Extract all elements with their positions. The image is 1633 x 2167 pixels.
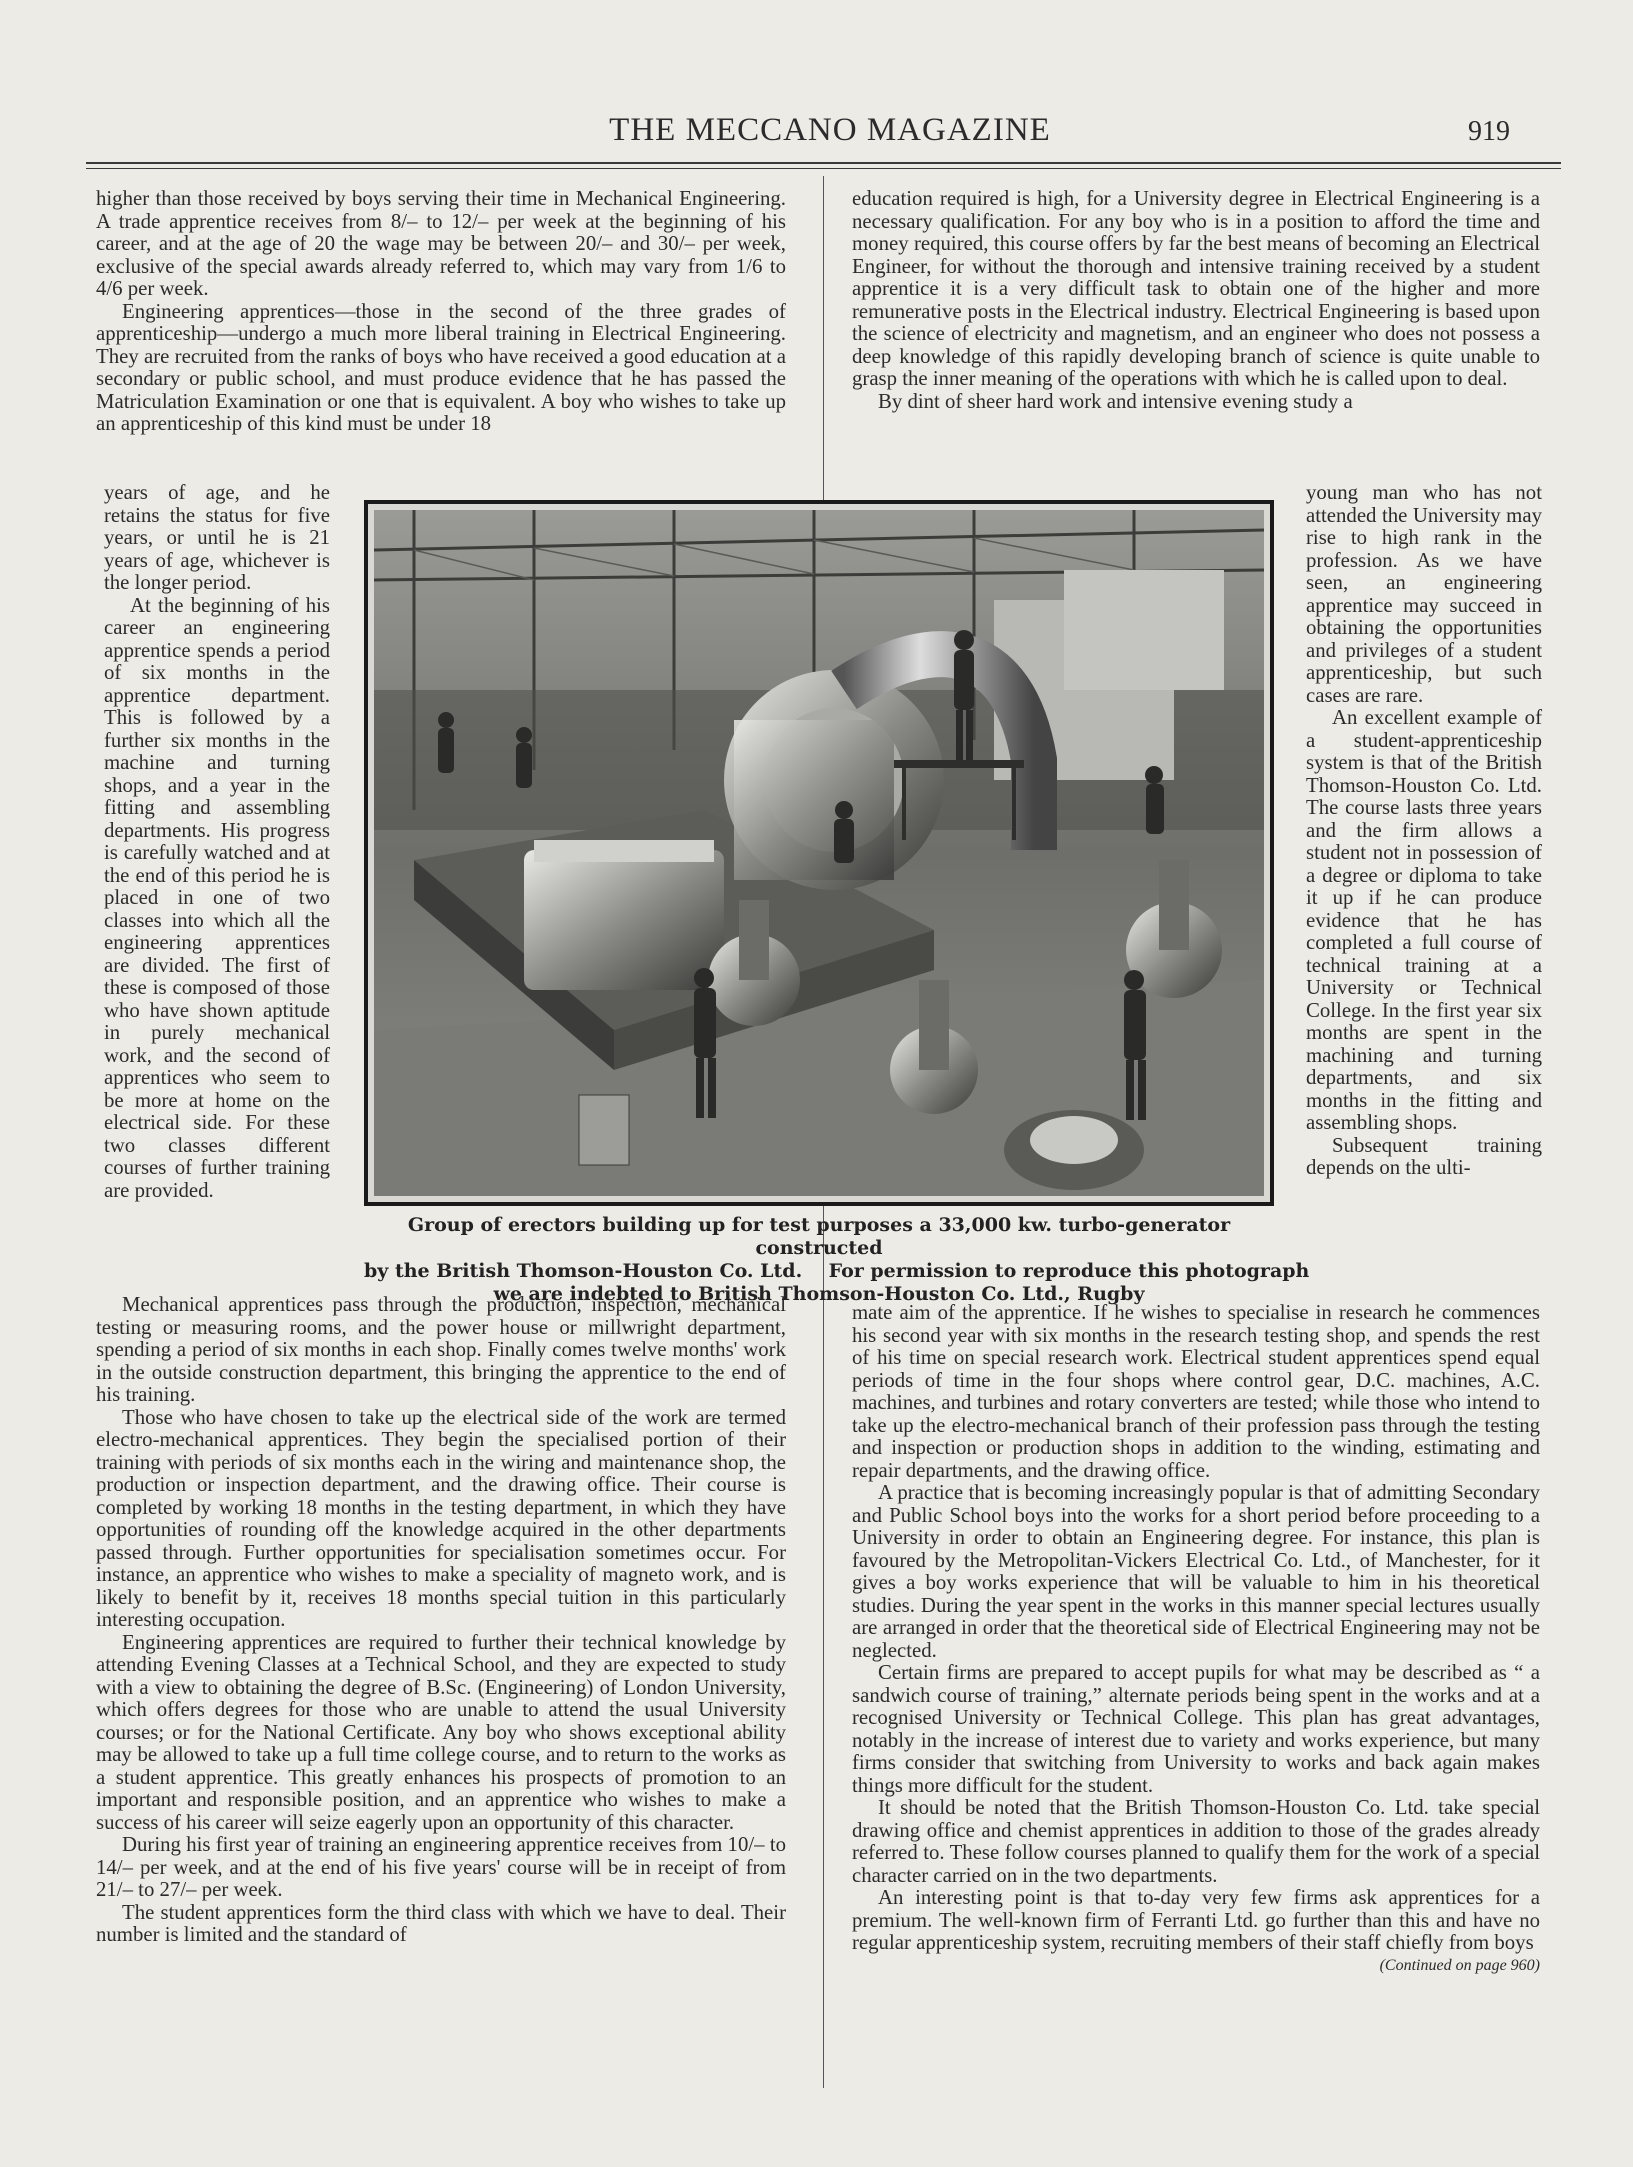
right-column-bottom [852,1302,1540,1977]
paragraph: During his first year of training an engineering apprentice receives from 10/– to 14/– per week, and at the end of his five years' course will be in receipt of from 21/– to 27/– per week. [96,1833,786,1901]
right-column-top [852,188,1540,413]
header-rule [86,162,1561,164]
turbo-generator-photo [364,500,1274,1206]
paragraph: The student apprentices form the third class with which we have to deal. Their number is limited and the standard of [96,1900,786,1946]
continued-note: (Continued on page 960) [1379,1956,1540,1974]
paragraph: mate aim of the apprentice. If he wishes to specialise in research he commences his second year with six months in the research testing shop, and spends the rest of his time on special research work. Electrical student apprentices spend equal periods of time in the four shops where control gear, D.C. machines, A.C. machines, and turbines and rotary converters are tested; while those who intend to take up the electro-mechanical branch of their profession pass through the testing and inspection or production shops in addition to the winding, estimating and repair departments, and the drawing office. [852,1301,1540,1482]
left-column-narrow [104,482,330,1202]
paragraph: Engineering apprentices are required to further their technical knowledge by attending Evening Classes at a Technical School, and they are expected to study with a view to obtaining the degree of B.Sc. (Engineering) of London University, which offers degrees for those who are unable to attend the usual University courses; or for the National Certificate. Any boy who shows exceptional ability may be allowed to take up a full time college course, and to return to the works as a student apprentice. This greatly enhances his prospects of promotion to an important and responsible position, and an apprentice who wishes to make a success of his career will seize eagerly upon an opportunity of this character. [96,1630,786,1834]
paragraph: years of age, and he retains the status for five years, or until he is 21 years of age, whichever is the longer period. [104,481,330,594]
paragraph: education required is high, for a University degree in Electrical Engineering is a necessary qualification. For any boy who is in a position to afford the time and money required, this course offers by far the best means of becoming an Electrical Engineer, for without the thorough and intensive training received by a student apprentice it is a very difficult task to obtain one of the higher and more remunerative posts in the Electrical industry. Electrical Engineering is based upon the science of electricity and magnetism, and an engineer who does not possess a deep knowledge of this rapidly developing branch of science is quite unable to grasp the inner meaning of the operations with which he is called upon to deal. [852,187,1540,390]
paragraph: An excellent example of a student-apprenticeship system is that of the British Thomson-Houston Co. Ltd. The course lasts three years and the firm allows a student not in possession of a degree or diploma to take it up if he can produce evidence that he has completed a full course of technical training at a University or Technical College. In the first year six months are spent in the machining and turning departments, and six months in the fitting and assembling shops. [1306,706,1542,1134]
continued-note-wrap [852,1953,1540,1978]
paragraph: An interesting point is that to-day very few firms ask apprentices for a premium. The well-known firm of Ferranti Ltd. go further than this and have no regular apprenticeship system, recruiting members of their staff chiefly from boys [852,1886,1540,1954]
paragraph: It should be noted that the British Thomson-Houston Co. Ltd. take special drawing office and chemist apprentices in addition to those of the grades already referred to. These follow courses planned to qualify them for the work of a special character carried on in the two departments. [852,1796,1540,1887]
paragraph: Mechanical apprentices pass through the production, inspection, mechanical testing or measuring rooms, and the power house or millwright department, spending a period of six months in each shop. Finally comes twelve months' work in the outside construction department, this bringing the apprentice to the end of his training. [96,1293,786,1406]
caption-line: we are indebted to British Thomson-Houston Co. Ltd., Rugby [493,1283,1145,1305]
paragraph: higher than those received by boys serving their time in Mechanical Engineering. A trade apprentice receives from 8/– to 12/– per week at the beginning of his career, and at the age of 20 the wage may be between 20/– and 30/– per week, exclusive of the special awards already referred to, which may vary from 1/6 to 4/6 per week. [96,187,786,300]
right-column-narrow [1306,482,1542,1180]
page-number: 919 [1468,116,1510,147]
paragraph: Certain firms are prepared to accept pupils for what may be described as “ a sandwich course of training,” alternate periods being spent in the works and at a recognised University or Technical College. This plan has great advantages, notably in the increase of interest due to variety and works experience, but many firms consider that switching from University to works and back again makes things more difficult for the student. [852,1661,1540,1797]
left-column-top [96,188,786,436]
caption-line: Group of erectors building up for test purposes a 33,000 kw. turbo-generator constructed [407,1214,1231,1259]
left-column-bottom [96,1294,786,1947]
paragraph: Subsequent training depends on the ulti- [1306,1133,1542,1179]
paragraph: A practice that is becoming increasingly popular is that of admitting Secondary and Public School boys into the works for a short period before proceeding to a University in order to obtain an Engineering degree. For instance, this plan is favoured by the Metropolitan-Vickers Electrical Co. Ltd., of Manchester, for it gives a boy works experience that will be valuable to him in his theoretical studies. During the year spent in the works in this manner special lectures usually are arranged in order that the theoretical side of Electrical Engineering may not be neglected. [852,1481,1540,1662]
header-rule-thin [86,168,1561,169]
paragraph: At the beginning of his career an engineering apprentice spends a period of six months in the apprentice department. This is followed by a further six months in the machine and turning shops, and a year in the fitting and assembling departments. His progress is carefully watched and at the end of this period he is placed in one of two classes into which all the engineering apprentices are divided. The first of these is composed of those who have shown aptitude in purely mechanical work, and the second of apprentices who seem to be more at home on the electrical side. For these two classes different courses of further training are provided. [104,593,330,1202]
paragraph: Engineering apprentices—those in the second of the three grades of apprenticeship—undergo a much more liberal training in Electrical Engineering. They are recruited from the ranks of boys who have received a good education at a secondary or public school, and must produce evidence that he has passed the Matriculation Examination or one that is equivalent. A boy who wishes to take up an apprenticeship of this kind must be under 18 [96,299,786,435]
photo-caption [364,1214,1310,1306]
magazine-title: THE MECCANO MAGAZINE [609,112,1051,148]
paragraph: By dint of sheer hard work and intensive evening study a [878,389,1353,413]
photo-illustration [374,510,1264,1196]
caption-line: by the British Thomson-Houston Co. Ltd. For permission to reproduce this photograph [364,1260,1310,1282]
paragraph: young man who has not attended the University may rise to high rank in the profession. As we have seen, an engineering apprentice may succeed in obtaining the opportunities and privileges of a student apprenticeship, but such cases are rare. [1306,481,1542,707]
paragraph: Those who have chosen to take up the electrical side of the work are termed electro-mechanical apprentices. They begin the specialised portion of their training with periods of six months each in the wiring and maintenance shop, the production or inspection department, and the drawing office. Their course is completed by working 18 months in the testing department, in which they have opportunities of rounding off the knowledge acquired in the other departments passed through. Further opportunities for specialisation sometimes occur. For instance, an apprentice who wishes to make a speciality of magneto work, and is likely to benefit by it, receives 18 months special tuition in this particularly interesting occupation. [96,1405,786,1631]
